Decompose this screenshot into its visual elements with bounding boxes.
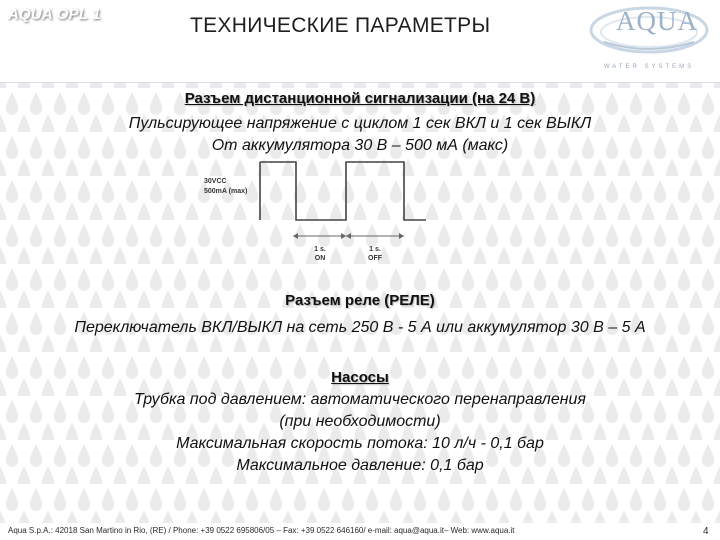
pumps-line-4: Максимальное давление: 0,1 бар [236,457,484,474]
square-wave [260,162,426,220]
relay-heading: Разъем реле (РЕЛЕ) [285,292,435,309]
footer-contact: Aqua S.p.A.: 42018 San Martino in Rio, (RE) / Phone: +39 0522 695806/05 – Fax: +39 0522 646160/ e-mail: aqua@aqua.it– Web: www.aqua.it [8,526,515,535]
logo-subtitle: WATER SYSTEMS [603,64,695,70]
relay-line-1: Переключатель ВКЛ/ВЫКЛ на сеть 250 В - 5 А или аккумулятор 30 В – 5 А [74,319,646,336]
voltage-label: 30VCC [204,178,227,185]
off-period-label: 1 s. [369,246,381,253]
pumps-heading: Насосы [331,369,389,386]
header-divider [0,82,720,83]
off-arrow-left-icon [346,233,351,239]
page-number: 4 [703,526,709,537]
off-arrow-right-icon [399,233,404,239]
off-label: OFF [368,255,382,262]
logo-word: AQUA [616,6,698,36]
on-arrow-right-icon [341,233,346,239]
current-label: 500mA (max) [204,188,248,195]
page-title: ТЕХНИЧЕСКИЕ ПАРАМЕТРЫ [190,14,491,37]
on-period-label: 1 s. [314,246,326,253]
on-arrow-left-icon [293,233,298,239]
header-bar [0,0,720,82]
aqua-logo [584,4,714,76]
on-label: ON [314,255,326,262]
pumps-line-2: (при необходимости) [279,413,441,430]
remote-signal-line-1: Пульсирующее напряжение с циклом 1 сек ВКЛ и 1 сек ВЫКЛ [128,115,592,132]
pulse-waveform-diagram [196,158,426,268]
brand-label: AQUA OPL 1 [8,6,101,23]
pumps-line-3: Максимальная скорость потока: 10 л/ч - 0,1 бар [176,435,544,452]
remote-signal-line-2: От аккумулятора 30 В – 500 мА (макс) [211,137,509,154]
remote-signal-heading: Разъем дистанционной сигнализации (на 24 В) [184,90,536,107]
pumps-line-1: Трубка под давлением: автоматического перенаправления [134,391,586,408]
